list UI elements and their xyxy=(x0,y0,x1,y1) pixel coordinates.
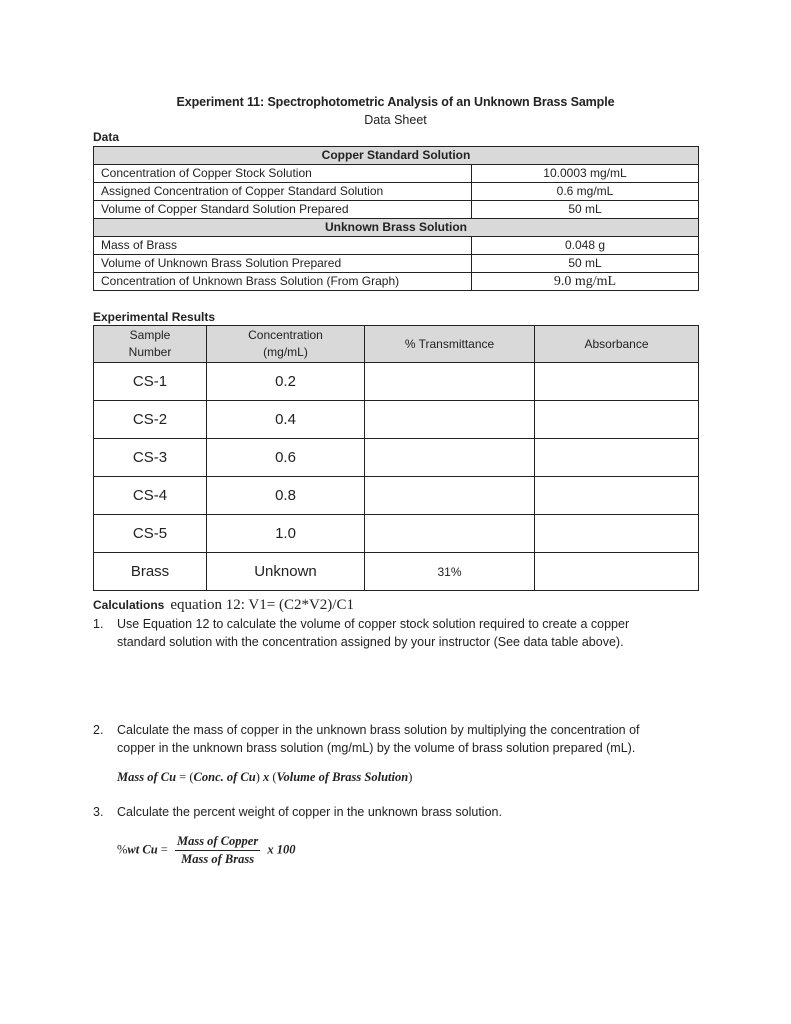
concentration-cell: 0.4 xyxy=(207,401,365,439)
sample-cell: CS-3 xyxy=(94,439,207,477)
unknown-brass-header: Unknown Brass Solution xyxy=(94,219,699,237)
data-label: Concentration of Copper Stock Solution xyxy=(94,165,472,183)
calculations-label: Calculations xyxy=(93,598,165,612)
item-number: 3. xyxy=(93,805,104,819)
data-row xyxy=(94,183,699,201)
data-row xyxy=(94,201,699,219)
handwritten-equation: equation 12: V1= (C2*V2)/C1 xyxy=(170,597,354,613)
data-label: Mass of Brass xyxy=(94,237,472,255)
sample-cell: CS-5 xyxy=(94,515,207,553)
calc-item-1 xyxy=(93,615,630,649)
transmittance-cell[interactable] xyxy=(365,439,535,477)
transmittance-cell[interactable] xyxy=(365,401,535,439)
sample-cell: CS-4 xyxy=(94,477,207,515)
page-subtitle: Data Sheet xyxy=(364,113,427,127)
data-value: 10.0003 mg/mL xyxy=(472,165,699,183)
absorbance-cell[interactable] xyxy=(535,477,699,515)
formula-term: Volume of Brass Solution xyxy=(276,770,409,784)
fraction-denominator: Mass of Brass xyxy=(181,852,255,866)
sample-number-header xyxy=(94,326,207,363)
page-title: Experiment 11: Spectrophotometric Analysis of an Unknown Brass Sample xyxy=(176,95,615,109)
data-label: Volume of Unknown Brass Solution Prepared xyxy=(94,255,472,273)
sample-cell: CS-1 xyxy=(94,363,207,401)
sample-cell: CS-2 xyxy=(94,401,207,439)
results-header-row xyxy=(94,326,699,363)
item-text: Use Equation 12 to calculate the volume of copper stock solution required to create a copper standard solution with the concentration assigned by your instructor (See data table above). xyxy=(117,617,630,649)
transmittance-cell[interactable]: 31% xyxy=(365,553,535,591)
absorbance-cell[interactable] xyxy=(535,553,699,591)
formula-operator: ) xyxy=(255,770,260,784)
item-text: Calculate the percent weight of copper in the unknown brass solution. xyxy=(117,805,502,819)
data-section-label: Data xyxy=(93,130,120,144)
results-table xyxy=(93,325,699,591)
transmittance-cell[interactable] xyxy=(365,477,535,515)
item-number: 1. xyxy=(93,617,104,631)
absorbance-cell[interactable] xyxy=(535,515,699,553)
transmittance-cell[interactable] xyxy=(365,515,535,553)
header-line: (mg/mL) xyxy=(263,345,308,359)
percent-weight-formula xyxy=(117,834,295,867)
concentration-header xyxy=(207,326,365,363)
copper-standard-header: Copper Standard Solution xyxy=(94,147,699,165)
data-row xyxy=(94,165,699,183)
mass-of-cu-formula xyxy=(117,770,412,785)
table-row xyxy=(94,515,699,553)
fraction xyxy=(175,834,260,867)
table-row xyxy=(94,363,699,401)
sample-cell: Brass xyxy=(94,553,207,591)
formula-term: Conc. of Cu xyxy=(193,770,256,784)
header-line: Number xyxy=(128,345,172,359)
table-row xyxy=(94,553,699,591)
formula-term: wt Cu xyxy=(127,842,158,857)
formula-operator: x xyxy=(263,770,270,784)
transmittance-header: % Transmittance xyxy=(365,326,535,363)
calculations-header xyxy=(93,597,354,614)
results-section-label: Experimental Results xyxy=(93,310,216,324)
calc-item-2 xyxy=(93,721,640,755)
absorbance-header: Absorbance xyxy=(535,326,699,363)
concentration-cell: Unknown xyxy=(207,553,365,591)
data-label: Assigned Concentration of Copper Standard Solution xyxy=(94,183,472,201)
calc-item-3 xyxy=(93,803,502,821)
fraction-numerator: Mass of Copper xyxy=(175,834,260,851)
data-label: Volume of Copper Standard Solution Prepared xyxy=(94,201,472,219)
formula-multiplier: x 100 xyxy=(267,842,296,857)
handwritten-value: 9.0 mg/mL xyxy=(472,273,699,291)
formula-operator: ( xyxy=(272,770,277,784)
data-value: 0.048 g xyxy=(472,237,699,255)
data-table xyxy=(93,146,699,291)
formula-operator: ) xyxy=(408,770,413,784)
header-line: Concentration xyxy=(248,328,323,342)
unknown-brass-header-row xyxy=(94,219,699,237)
formula-operator: ( xyxy=(189,770,194,784)
formula-operator: % xyxy=(117,842,128,857)
absorbance-cell[interactable] xyxy=(535,439,699,477)
table-row xyxy=(94,477,699,515)
data-value: 0.6 mg/mL xyxy=(472,183,699,201)
data-value: 50 mL xyxy=(472,201,699,219)
concentration-cell: 0.8 xyxy=(207,477,365,515)
data-value: 50 mL xyxy=(472,255,699,273)
item-number: 2. xyxy=(93,723,104,737)
table-row xyxy=(94,401,699,439)
data-row xyxy=(94,255,699,273)
absorbance-cell[interactable] xyxy=(535,363,699,401)
copper-standard-header-row xyxy=(94,147,699,165)
concentration-cell: 1.0 xyxy=(207,515,365,553)
formula-operator: = xyxy=(160,842,168,857)
formula-operator: = xyxy=(179,770,187,784)
concentration-cell: 0.6 xyxy=(207,439,365,477)
data-label: Concentration of Unknown Brass Solution (From Graph) xyxy=(94,273,472,291)
absorbance-cell[interactable] xyxy=(535,401,699,439)
formula-term: Mass of Cu xyxy=(117,770,177,784)
transmittance-cell[interactable] xyxy=(365,363,535,401)
data-row xyxy=(94,237,699,255)
header-line: Sample xyxy=(129,328,171,342)
concentration-cell: 0.2 xyxy=(207,363,365,401)
item-text: Calculate the mass of copper in the unknown brass solution by multiplying the concentration of copper in the unknown brass solution (mg/mL) by the volume of brass solution prepared (mL). xyxy=(117,723,640,755)
data-row xyxy=(94,273,699,291)
table-row xyxy=(94,439,699,477)
